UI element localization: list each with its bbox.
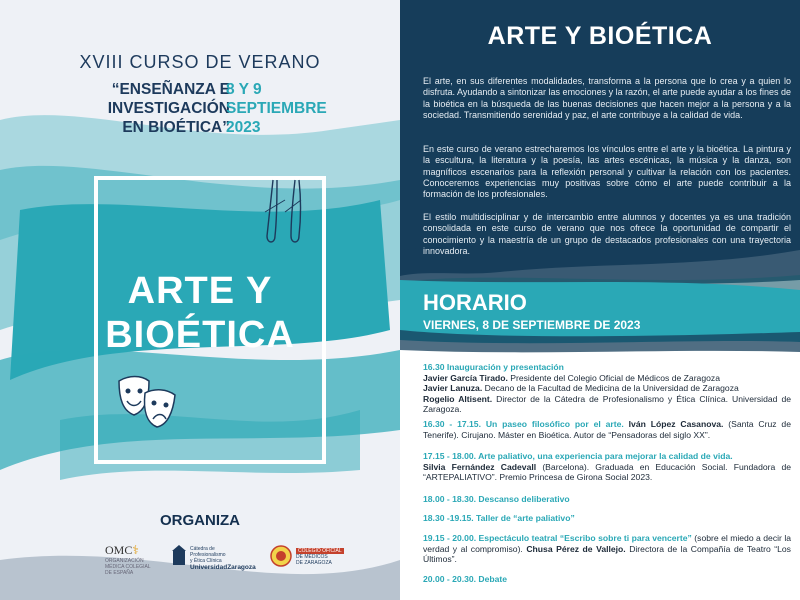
omc-sub-line: DE ESPAÑA [105,570,134,576]
speaker-name: Javier Lanuza. [423,383,483,394]
theme-line: “ENSEÑANZA E [111,81,230,98]
speaker-name: Chusa Pérez de Vallejo. [522,543,626,554]
poster-title-line1: ARTE Y [127,270,273,312]
info-paragraph: En este curso de verano estrecharemos los vínculos entre el arte y la bioética. La pintura y la escultura, la literatura y la poesía, las artes escénicas, la música y la danza, son magníficos escenarios para la reflexión personal y cultivar la relación con los pacientes. Conoceremos experiencias muy positivas sobre cómo el arte puede contribuir a la formación de los profesionales. [423,144,791,200]
course-dates [226,80,327,137]
course-edition: XVIII CURSO DE VERANO [79,52,321,72]
poster-title-line2: BIOÉTICA [105,314,295,356]
info-title: ARTE Y BIOÉTICA [487,22,713,50]
schedule-item [423,574,791,585]
date-line: SEPTIEMBRE [226,100,327,117]
speaker-role: Director de la Cátedra de Profesionalismo y Ética Clínica. Universidad de Zaragoza. [423,393,792,415]
catedra-line: Cátedra de [190,546,215,552]
date-line: 8 Y 9 [226,81,262,98]
speaker-role: (Barcelona). Graduada en Educación Social. Fundadora de “ARTEPALIATIVO”. Premio Princesa de Girona Social 2023. [423,461,792,483]
info-paragraph: El estilo multidisciplinar y de intercambio entre alumnos y docentes ya es una tradición consolidada en este curso de verano que nos ofrece la oportunidad de compartir el conocimiento y la maestría de un grupo de destacados profesionales con una trayectoria innovadora. [423,212,791,256]
colegio-line: COLEGIO OFICIAL [298,548,342,554]
schedule-item-title: 20.00 - 20.30. Debate [423,574,508,584]
catedra-line: Profesionalismo [190,552,226,558]
catedra-logo [190,546,256,571]
speaker-role: Directora de la Compañía de Teatro “Los Últimos”. [423,543,791,565]
theater-masks-icon [115,375,185,437]
colegio-line: DE MÉDICOS [296,554,328,560]
university-building-icon [172,545,186,567]
speaker-name: Iván López Casanova. [623,419,724,429]
info-paragraph: El arte, en sus diferentes modalidades, transforma a la persona que lo crea y a quien lo disfruta. Ayudando a sintonizar las emociones y la razón, el arte puede ayudar a los fines de la bioética en la búsqueda de las buenas decisiones que hacen mejor a la persona y a la sociedad. Transmitiendo serenidad y paz, el arte contribuye a la calidad de vida. [423,76,791,120]
speaker-name: Silvia Fernández Cadevall [423,461,537,472]
omc-sub-line: ORGANIZACIÓN [105,558,144,564]
theme-line: EN BIOÉTICA” [122,119,230,136]
omc-logo-sub [105,558,151,576]
theme-line: INVESTIGACIÓN [107,100,230,117]
omc-logo-text: OMC [105,543,133,557]
speaker-role: Decano de la Facultad de Medicina de la Universidad de Zaragoza [482,383,739,394]
horario-heading: HORARIO [423,290,527,315]
ballet-shoes-icon [255,178,315,250]
omc-sub-line: MÉDICA COLEGIAL [105,564,151,570]
speaker-role: Presidente del Colegio Oficial de Médicos de Zaragoza [507,372,720,383]
schedule-item [423,533,791,565]
schedule-item-title: 16.30 Inauguración y presentación [423,362,564,372]
colegio-logo [296,548,344,566]
item-description: (sobre el miedo a decir la verdad y al compromiso). [423,533,792,554]
organiza-heading: ORGANIZA [160,512,240,529]
catedra-line: y Ética Clínica [190,558,222,564]
colegio-medicos-seal-icon [270,545,292,567]
schedule-day: VIERNES, 8 DE SEPTIEMBRE DE 2023 [423,318,641,332]
course-theme [70,80,230,137]
omc-logo: OMC⚕ [105,543,139,557]
schedule-item-title: 18.00 - 18.30. Descanso deliberativo [423,494,570,504]
schedule-item-title: 17.15 - 18.00. Arte paliativo, una experiencia para mejorar la calidad de vida. [423,451,733,461]
schedule-item [423,451,791,483]
schedule-item-title: 19.15 - 20.00. Espectáculo teatral “Escribo sobre ti para vencerte” [423,533,692,543]
schedule-item-title: 16.30 - 17.15. Un paseo filosófico por el arte. [423,419,624,429]
unizar-name: UniversidadZaragoza [190,564,256,571]
schedule-item [423,419,791,440]
speaker-role: (Santa Cruz de Tenerife). Cirujano. Máster en Bioética. Autor de “Pensadoras del siglo XX”. [423,419,791,440]
schedule-item [423,513,791,524]
speaker-name: Rogelio Altisent. [423,393,493,404]
schedule-item-title: 18.30 -19.15. Taller de “arte paliativo” [423,513,575,523]
date-line: 2023 [226,119,261,136]
speaker-name: Javier García Tirado. [423,372,508,383]
schedule-item [423,494,791,505]
colegio-line: DE ZARAGOZA [296,560,332,566]
schedule-item [423,362,791,415]
